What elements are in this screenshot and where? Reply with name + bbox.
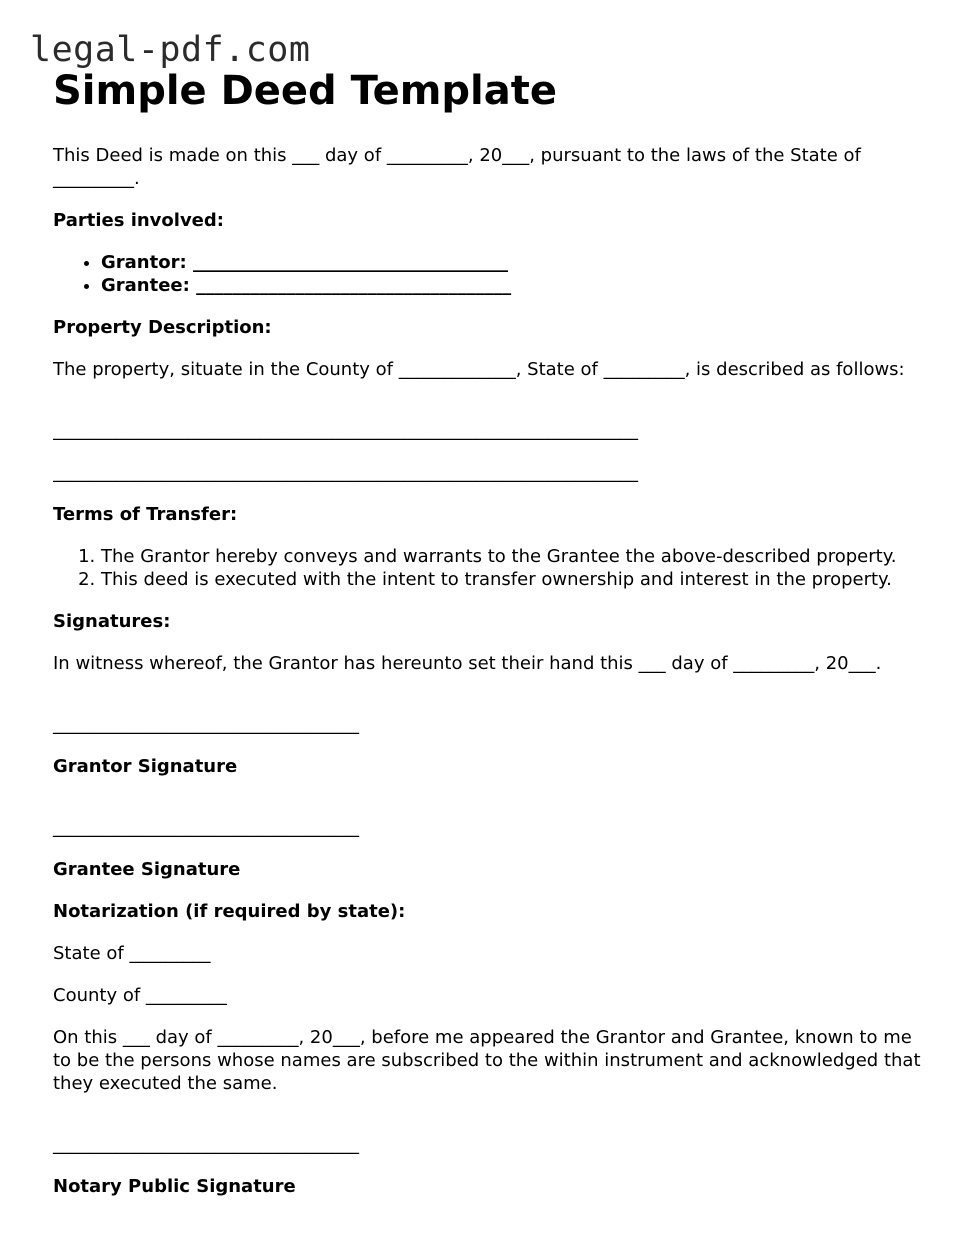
notary-paragraph: On this ___ day of _________, 20___, before me appeared the Grantor and Grantee, known to me to be the persons whose names are subscribed to the within instrument and acknowledged that they executed the same. xyxy=(53,1027,921,1094)
grantor-blank: ___________________________________ xyxy=(186,252,508,273)
grantor-label: Grantor: xyxy=(101,252,187,273)
spacer xyxy=(53,1114,923,1133)
property-blank-line-2: _________________________________________________________________ xyxy=(53,462,638,483)
parties-list xyxy=(53,251,923,297)
notary-county: County of _________ xyxy=(53,985,227,1006)
spacer xyxy=(53,694,923,713)
grantor-signature-line: __________________________________ xyxy=(53,714,359,735)
list-item: 1. The Grantor hereby conveys and warrants to the Grantee the above-described property. xyxy=(101,545,923,568)
grantee-signature-line: __________________________________ xyxy=(53,817,359,838)
watermark-text: legal-pdf.com xyxy=(30,30,311,70)
grantee-signature-label: Grantee Signature xyxy=(53,859,241,880)
property-blank-line-1: _________________________________________________________________ xyxy=(53,420,638,441)
parties-heading: Parties involved: xyxy=(53,210,224,231)
signatures-paragraph: In witness whereof, the Grantor has hereunto set their hand this ___ day of _________, 20___. xyxy=(53,653,882,674)
list-item-grantee xyxy=(101,274,923,297)
grantee-blank: ___________________________________ xyxy=(189,275,512,296)
terms-heading: Terms of Transfer: xyxy=(53,504,238,525)
list-item-grantor xyxy=(101,251,923,274)
notary-signature-label: Notary Public Signature xyxy=(53,1176,296,1197)
grantee-label: Grantee: xyxy=(101,275,190,296)
deed-document xyxy=(53,66,923,1217)
property-heading: Property Description: xyxy=(53,317,272,338)
property-paragraph: The property, situate in the County of _____________, State of _________, is described as follows: xyxy=(53,359,905,380)
spacer xyxy=(53,400,923,419)
signatures-heading: Signatures: xyxy=(53,611,171,632)
page-title: Simple Deed Template xyxy=(53,68,557,114)
terms-list xyxy=(53,545,923,591)
grantor-signature-label: Grantor Signature xyxy=(53,756,238,777)
notary-state: State of _________ xyxy=(53,943,211,964)
spacer xyxy=(53,797,923,816)
notary-signature-line: __________________________________ xyxy=(53,1134,359,1155)
intro-paragraph: This Deed is made on this ___ day of _________, 20___, pursuant to the laws of the State of _________. xyxy=(53,145,861,189)
list-item: 2. This deed is executed with the intent to transfer ownership and interest in the property. xyxy=(101,568,923,591)
notarization-heading: Notarization (if required by state): xyxy=(53,901,406,922)
